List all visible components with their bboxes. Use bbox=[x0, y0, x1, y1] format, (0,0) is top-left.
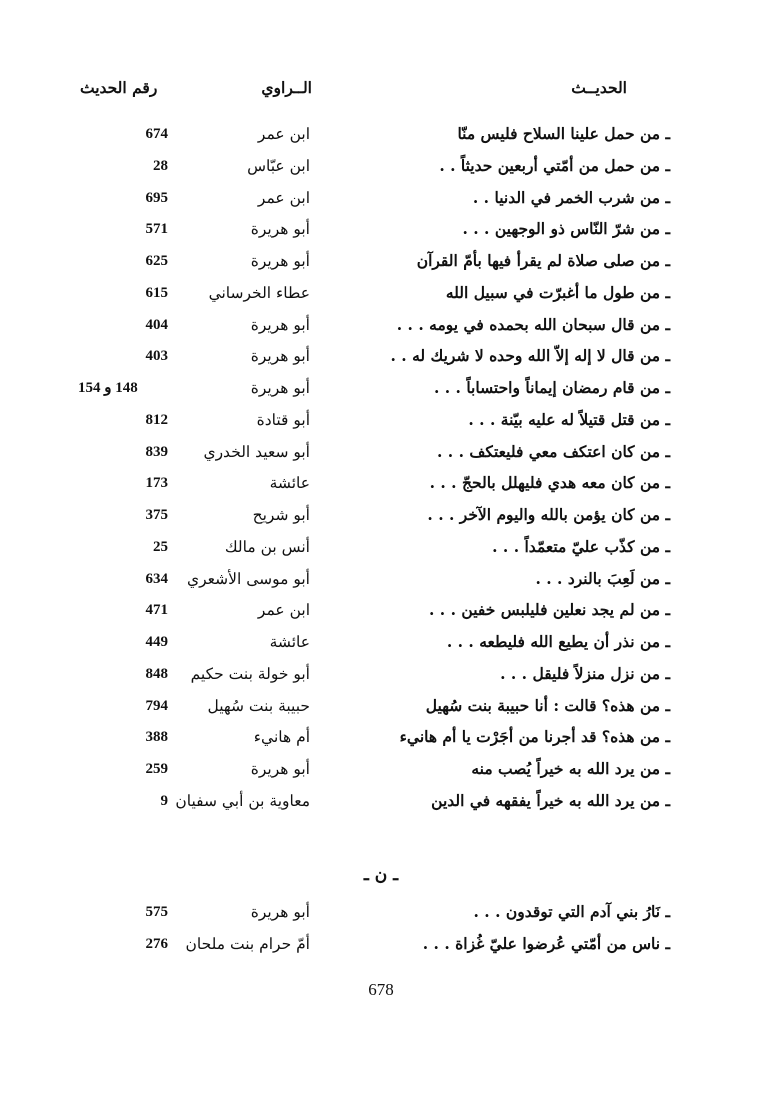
hadith-text: ـ من شرب الخمر في الدنيا . . bbox=[472, 188, 670, 207]
narrator-name: أبو قتادة bbox=[256, 411, 310, 429]
header-hadith-number: رقم الحديث bbox=[80, 78, 158, 97]
narrator-name: أبو هريرة bbox=[250, 220, 310, 238]
narrator-name: أبو هريرة bbox=[250, 347, 310, 365]
hadith-number: 471 bbox=[145, 602, 168, 618]
hadith-text: ـ من قال سبحان الله بحمده في يومه . . . bbox=[396, 315, 670, 334]
narrator-name: معاوية بن أبي سفيان bbox=[175, 792, 310, 810]
page-number: 678 bbox=[368, 980, 394, 999]
narrator-name: أمّ حرام بنت ملحان bbox=[185, 935, 310, 953]
hadith-number: 28 bbox=[153, 158, 168, 174]
table-row bbox=[0, 785, 762, 817]
hadith-text: ـ من يرد الله به خيراً يُصب منه bbox=[471, 759, 670, 778]
table-row bbox=[0, 626, 762, 658]
narrator-name: أبو شريح bbox=[252, 506, 310, 524]
hadith-number: 695 bbox=[145, 190, 168, 206]
hadith-number: 571 bbox=[145, 221, 168, 237]
narrator-name: ابن عمر bbox=[257, 601, 310, 619]
hadith-text: ـ من كان معه هدي فليهلل بالحجّ . . . bbox=[429, 473, 670, 492]
hadith-text: ـ من نذر أن يطيع الله فليطعه . . . bbox=[446, 632, 670, 651]
hadith-number: 388 bbox=[145, 729, 168, 745]
narrator-name: ابن عمر bbox=[257, 189, 310, 207]
hadith-number: 403 bbox=[145, 348, 168, 364]
narrator-name: عائشة bbox=[269, 633, 310, 651]
hadith-text: ـ من لَعِبَ بالنرد . . . bbox=[535, 569, 670, 588]
narrator-name: ابن عبّاس bbox=[247, 157, 310, 175]
table-row bbox=[0, 563, 762, 595]
hadith-text: ـ من هذه؟ قد أجرنا من أجَرْت يا أم هانيء bbox=[399, 727, 670, 746]
hadith-number: 634 bbox=[145, 571, 168, 587]
hadith-number: 259 bbox=[145, 761, 168, 777]
narrator-name: أبو خولة بنت حكيم bbox=[190, 665, 310, 683]
table-row bbox=[0, 690, 762, 722]
hadith-number: 9 bbox=[160, 793, 168, 809]
table-row bbox=[0, 436, 762, 468]
table-row bbox=[0, 182, 762, 214]
hadith-text: ـ من صلى صلاة لم يقرأ فيها بأمّ القرآن bbox=[416, 251, 670, 270]
hadith-text: ـ ناس من أمّتي عُرضوا عليّ غُزاة . . . bbox=[422, 934, 670, 953]
hadith-number: 276 bbox=[145, 936, 168, 952]
table-row bbox=[0, 594, 762, 626]
hadith-number: 625 bbox=[145, 253, 168, 269]
table-row bbox=[0, 721, 762, 753]
table-row bbox=[0, 309, 762, 341]
hadith-text: ـ من كان يؤمن بالله واليوم الآخر . . . bbox=[427, 505, 670, 524]
narrator-name: أبو هريرة bbox=[250, 760, 310, 778]
hadith-number: 674 bbox=[145, 126, 168, 142]
table-row bbox=[0, 896, 762, 928]
hadith-number: 848 bbox=[145, 666, 168, 682]
hadith-text: ـ من كذّب عليّ متعمّداً . . . bbox=[492, 537, 670, 556]
narrator-name: أبو سعيد الخدري bbox=[203, 443, 310, 461]
narrator-name: عائشة bbox=[269, 474, 310, 492]
hadith-number: 812 bbox=[145, 412, 168, 428]
narrator-name: عطاء الخرساني bbox=[208, 284, 310, 302]
hadith-number: 839 bbox=[145, 444, 168, 460]
hadith-number: 794 bbox=[145, 698, 168, 714]
table-row bbox=[0, 277, 762, 309]
table-row bbox=[0, 499, 762, 531]
table-row bbox=[0, 213, 762, 245]
hadith-text: ـ من قال لا إله إلاّ الله وحده لا شريك له . . bbox=[390, 346, 670, 365]
hadith-text: ـ من لم يجد نعلين فليلبس خفين . . . bbox=[429, 600, 670, 619]
narrator-name: أبو موسى الأشعري bbox=[187, 570, 310, 588]
table-row bbox=[0, 118, 762, 150]
narrator-name: أبو هريرة bbox=[250, 316, 310, 334]
hadith-number: 25 bbox=[153, 539, 168, 555]
table-row bbox=[0, 150, 762, 182]
table-row bbox=[0, 531, 762, 563]
narrator-name: أبو هريرة bbox=[250, 903, 310, 921]
hadith-number: 148 و 154 bbox=[78, 380, 138, 396]
hadith-text: ـ من حمل من أمّتي أربعين حديثاً . . bbox=[439, 156, 670, 175]
table-row bbox=[0, 658, 762, 690]
header-narrator: الــراوي bbox=[261, 78, 312, 97]
narrator-name: أنس بن مالك bbox=[224, 538, 310, 556]
hadith-number: 449 bbox=[145, 634, 168, 650]
table-row bbox=[0, 372, 762, 404]
hadith-number: 404 bbox=[145, 317, 168, 333]
narrator-name: حبيبة بنت سُهيل bbox=[207, 697, 310, 715]
table-row bbox=[0, 340, 762, 372]
table-row bbox=[0, 404, 762, 436]
section-letter-nun: ـ ن ـ bbox=[363, 865, 399, 885]
header-hadith: الحديــث bbox=[571, 78, 627, 97]
hadith-text: ـ من قام رمضان إيماناً واحتساباً . . . bbox=[433, 378, 670, 397]
hadith-text: ـ من كان اعتكف معي فليعتكف . . . bbox=[437, 442, 670, 461]
narrator-name: أبو هريرة bbox=[250, 379, 310, 397]
hadith-number: 375 bbox=[145, 507, 168, 523]
table-row bbox=[0, 928, 762, 960]
hadith-text: ـ من طول ما أغبرّت في سبيل الله bbox=[445, 283, 670, 302]
narrator-name: ابن عمر bbox=[257, 125, 310, 143]
table-row bbox=[0, 753, 762, 785]
hadith-text: ـ من حمل علينا السلاح فليس منّا bbox=[457, 124, 670, 143]
column-headers bbox=[0, 72, 762, 104]
table-row bbox=[0, 245, 762, 277]
hadith-text: ـ من قتل قتيلاً له عليه بيّنة . . . bbox=[468, 410, 670, 429]
hadith-text: ـ من شرّ النّاس ذو الوجهين . . . bbox=[462, 219, 670, 238]
hadith-text: ـ نَارُ بني آدم التي توقدون . . . bbox=[473, 902, 670, 921]
hadith-text: ـ من يرد الله به خيراً يفقهه في الدين bbox=[431, 791, 670, 810]
hadith-number: 615 bbox=[145, 285, 168, 301]
hadith-number: 575 bbox=[145, 904, 168, 920]
hadith-number: 173 bbox=[145, 475, 168, 491]
hadith-text: ـ من نزل منزلاً فليقل . . . bbox=[500, 664, 670, 683]
table-row bbox=[0, 467, 762, 499]
narrator-name: أم هانيء bbox=[253, 728, 310, 746]
narrator-name: أبو هريرة bbox=[250, 252, 310, 270]
hadith-text: ـ من هذه؟ قالت : أنا حبيبة بنت سُهيل bbox=[425, 696, 670, 715]
